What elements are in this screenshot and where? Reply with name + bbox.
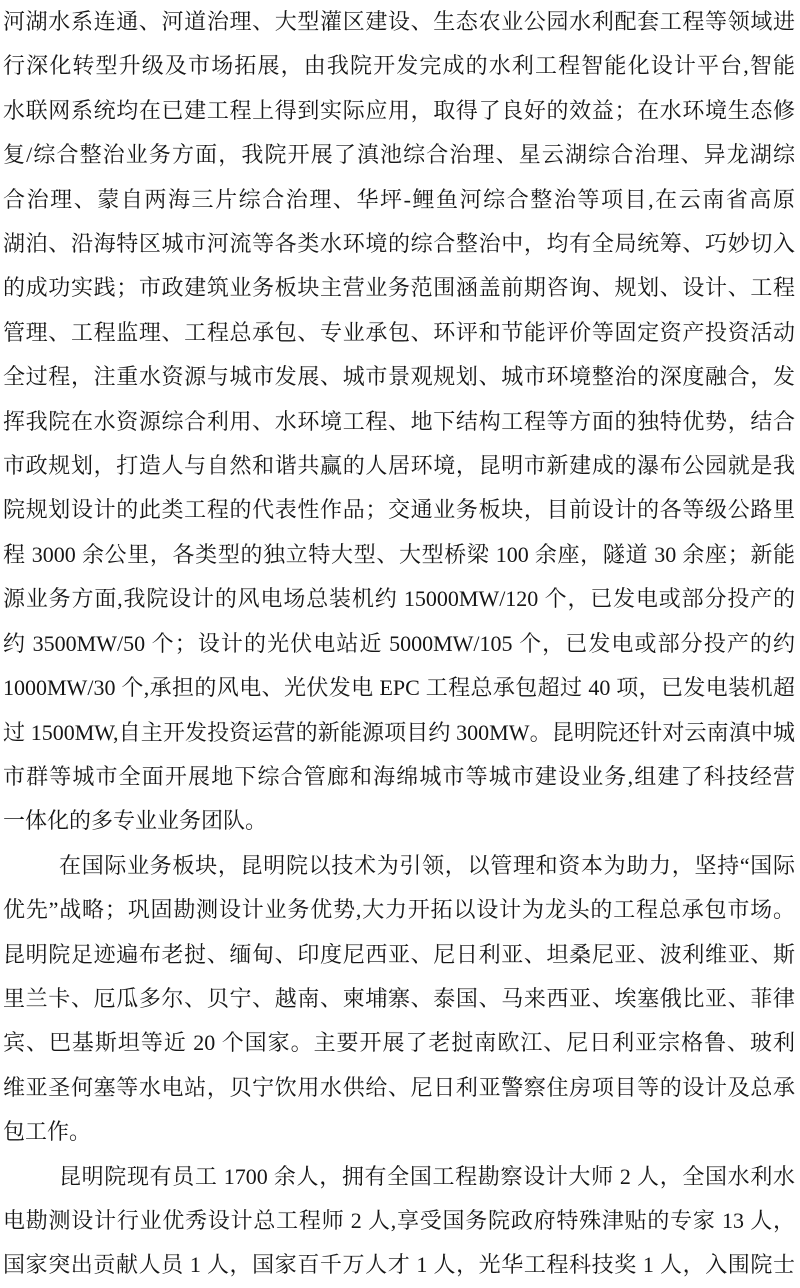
paragraph-staff-and-talents — [3, 1155, 795, 1288]
text-line: 挥我院在水资源综合利用、水环境工程、地下结构工程等方面的独特优势，结合 — [3, 408, 795, 434]
text-line: 全过程，注重水资源与城市发展、城市景观规划、城市环境整治的深度融合，发 — [3, 364, 795, 390]
text-line: 一体化的多专业业务团队。 — [3, 808, 268, 834]
text-line: 复/综合整治业务方面，我院开展了滇池综合治理、星云湖综合治理、异龙湖综 — [3, 142, 795, 168]
text-line: 河湖水系连通、河道治理、大型灌区建设、生态农业公园水利配套工程等领域进 — [3, 9, 795, 34]
text-line: 过 1500MW,自主开发投资运营的新能源项目约 300MW。昆明院还针对云南滇中城 — [3, 719, 795, 745]
text-line: 约 3500MW/50 个；设计的光伏电站近 5000MW/105 个，已发电或部分投产的约 — [3, 630, 795, 656]
text-line: 宾、巴基斯坦等近 20 个国家。主要开展了老挝南欧江、尼日利亚宗格鲁、玻利 — [3, 1030, 795, 1056]
text-line: 里兰卡、厄瓜多尔、贝宁、越南、柬埔寨、泰国、马来西亚、埃塞俄比亚、菲律 — [3, 985, 795, 1011]
text-line: 在国际业务板块，昆明院以技术为引领，以管理和资本为助力，坚持“国际 — [59, 852, 795, 878]
text-line: 湖泊、沿海特区城市河流等各类水环境的综合整治中，均有全局统筹、巧妙切入 — [3, 231, 795, 257]
text-line: 电勘测设计行业优秀设计总工程师 2 人,享受国务院政府特殊津贴的专家 13 人， — [3, 1207, 795, 1233]
text-line: 水联网系统均在已建工程上得到实际应用，取得了良好的效益；在水环境生态修 — [3, 97, 795, 123]
text-line: 的成功实践；市政建筑业务板块主营业务范围涵盖前期咨询、规划、设计、工程 — [3, 275, 795, 301]
text-line: 行深化转型升级及市场拓展，由我院开发完成的水利工程智能化设计平台,智能 — [3, 53, 795, 79]
text-line: 市政规划，打造人与自然和谐共赢的人居环境，昆明市新建成的瀑布公园就是我 — [3, 453, 795, 479]
text-line: 昆明院足迹遍布老挝、缅甸、印度尼西亚、尼日利亚、坦桑尼亚、波利维亚、斯 — [3, 941, 795, 967]
text-line: 程 3000 余公里，各类型的独立特大型、大型桥梁 100 余座，隧道 30 余座；新能 — [3, 541, 795, 567]
text-line: 维亚圣何塞等水电站，贝宁饮用水供给、尼日利亚警察住房项目等的设计及总承 — [3, 1074, 795, 1100]
text-line: 院规划设计的此类工程的代表性作品；交通业务板块，目前设计的各等级公路里 — [3, 497, 795, 523]
text-line: 管理、工程监理、工程总承包、专业承包、环评和节能评价等固定资产投资活动 — [3, 319, 795, 345]
paragraph-international-business — [3, 844, 795, 1155]
text-line: 1000MW/30 个,承担的风电、光伏发电 EPC 工程总承包超过 40 项，已发电装机超 — [3, 675, 795, 701]
text-line: 优先”战略；巩固勘测设计业务优势,大力开拓以设计为龙头的工程总承包市场。 — [3, 897, 795, 923]
text-line: 国家突出贡献人员 1 人，国家百千万人才 1 人，光华工程科技奖 1 人，入围院士 — [3, 1252, 795, 1278]
text-line: 市群等城市全面开展地下综合管廊和海绵城市等城市建设业务,组建了科技经营 — [3, 763, 795, 789]
text-line: 昆明院现有员工 1700 余人，拥有全国工程勘察设计大师 2 人，全国水利水 — [59, 1163, 795, 1189]
paragraph-business-segments — [3, 0, 795, 844]
text-line: 包工作。 — [3, 1119, 92, 1145]
text-line: 源业务方面,我院设计的风电场总装机约 15000MW/120 个，已发电或部分投产的 — [3, 586, 795, 612]
text-line: 合治理、蒙自两海三片综合治理、华坪-鲤鱼河综合整治等项目,在云南省高原 — [3, 186, 795, 212]
